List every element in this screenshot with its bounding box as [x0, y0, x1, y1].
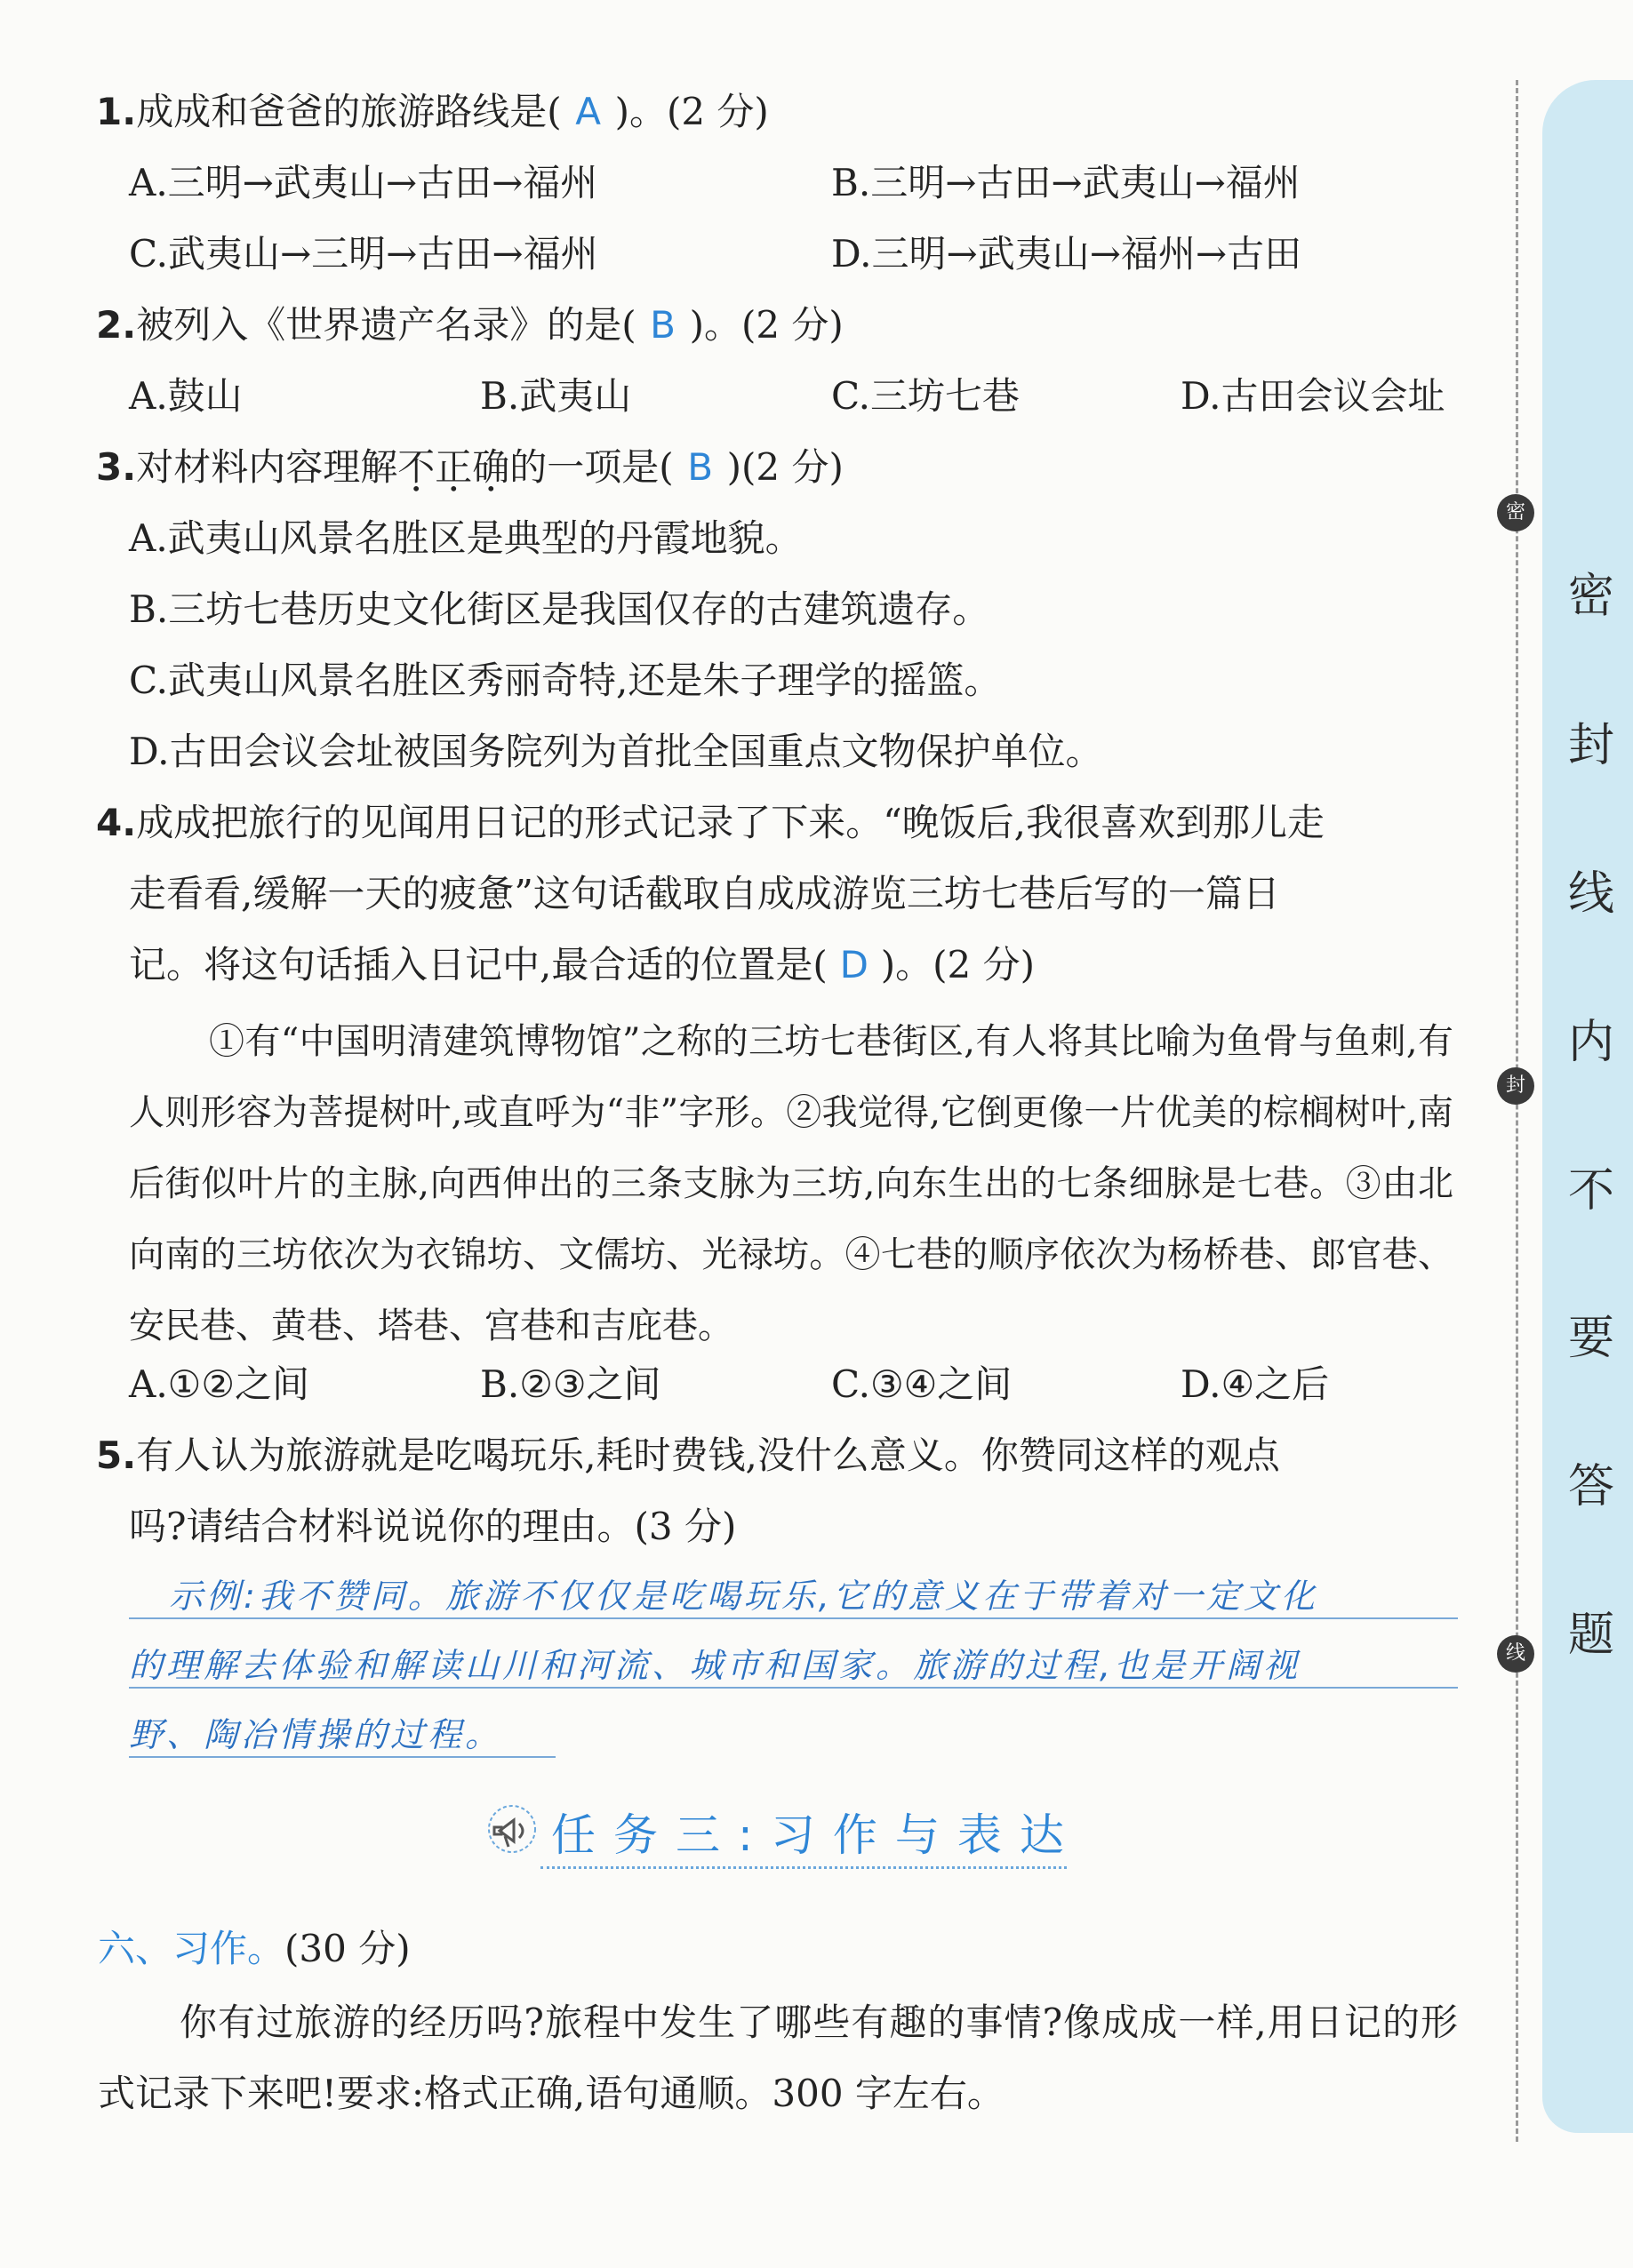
essay-prompt: 你有过旅游的经历吗?旅程中发生了哪些有趣的事情?像成成一样,用日记的形式记录下来吧!要求:格式正确,语句通顺。300 字左右。	[98, 2000, 1458, 2115]
question-stem: 被列入《世界遗产名录》的是(	[136, 303, 636, 347]
side-char: 要	[1567, 1312, 1614, 1365]
section-title: 任务三:习作与表达	[551, 1809, 1082, 1861]
option-a: A.①②之间	[129, 1362, 309, 1406]
seal-marker-feng: 封	[1497, 1067, 1534, 1105]
part-six-title	[98, 1924, 411, 1974]
answer-rule	[129, 1617, 1458, 1619]
side-char: 封	[1567, 719, 1614, 772]
question-stem-line	[129, 940, 1035, 990]
reading-passage: ①有“中国明清建筑博物馆”之称的三坊七巷街区,有人将其比喻为鱼骨与鱼刺,有人则形容为菩提树叶,或直呼为“非”字形。②我觉得,它倒更像一片优美的棕榈树叶,南后街似叶片的主脉,向西伸出的三条支脉为三坊,向东生出的七条细脉是七巷。③由北向南的三坊依次为衣锦坊、文儒坊、光禄坊。④七巷的顺序依次为杨桥巷、郎官巷、安民巷、黄巷、塔巷、宫巷和吉庇巷。	[129, 1021, 1453, 1346]
question-stem-line: 走看看,缓解一天的疲惫”这句话截取自成成游览三坊七巷后写的一篇日	[129, 872, 1280, 915]
option-b: B.②③之间	[480, 1362, 661, 1406]
emphasis-char: 不	[397, 445, 436, 489]
answer-rule	[129, 1687, 1458, 1689]
option-c: C.三坊七巷	[831, 374, 1020, 418]
question-stem-line: 吗?请结合材料说说你的理由。(3 分)	[129, 1505, 737, 1548]
question-number: 4.	[96, 801, 137, 844]
question-points: )。(2 分)	[689, 303, 844, 347]
question-stem: 记。将这句话插入日记中,最合适的位置是(	[129, 943, 828, 986]
answer-rule	[129, 1756, 556, 1758]
question-stem: 有人认为旅游就是吃喝玩乐,耗时费钱,没什么意义。你赞同这样的观点	[136, 1433, 1280, 1477]
part-six-points: (30 分)	[284, 1927, 411, 1970]
handwritten-answer-line: 的理解去体验和解读山川和河流、城市和国家。旅游的过程,也是开阔视	[129, 1646, 1301, 1685]
answer-mark: D	[839, 943, 869, 986]
option-d: D.④之后	[1181, 1362, 1330, 1406]
question-stem: 成成把旅行的见闻用日记的形式记录了下来。“晚饭后,我很喜欢到那儿走	[136, 801, 1325, 844]
option-c: C.武夷山风景名胜区秀丽奇特,还是朱子理学的摇篮。	[129, 659, 1002, 702]
seal-dashed-line	[1516, 80, 1518, 2142]
side-char: 密	[1567, 570, 1614, 623]
seal-marker-mi: 密	[1497, 494, 1534, 531]
side-char: 题	[1567, 1609, 1614, 1662]
option-c: C.③④之间	[831, 1362, 1013, 1406]
question-4	[96, 798, 1325, 848]
option-d: D.古田会议会址被国务院列为首批全国重点文物保护单位。	[129, 730, 1103, 773]
question-points: )。(2 分)	[614, 90, 769, 133]
option-b: B.三坊七巷历史文化街区是我国仅存的古建筑遗存。	[129, 587, 990, 631]
question-points: )。(2 分)	[880, 943, 1035, 986]
question-5	[96, 1431, 1280, 1481]
option-a: A.三明→武夷山→古田→福州	[129, 161, 598, 204]
question-number: 3.	[96, 445, 137, 489]
question-stem: 对材料内容理解	[136, 445, 398, 489]
side-warning-band	[1542, 80, 1633, 2133]
question-stem: 的一项是(	[509, 445, 674, 489]
answer-mark: A	[575, 90, 601, 133]
option-a: A.鼓山	[129, 374, 243, 418]
emphasis-char: 确	[472, 445, 510, 489]
option-d: D.古田会议会址	[1181, 374, 1445, 418]
seal-marker-xian: 线	[1497, 1635, 1534, 1673]
question-points: )(2 分)	[726, 445, 844, 489]
side-char: 线	[1567, 867, 1614, 921]
option-a: A.武夷山风景名胜区是典型的丹霞地貌。	[129, 516, 803, 560]
option-d: D.三明→武夷山→福州→古田	[831, 232, 1302, 276]
question-stem: 成成和爸爸的旅游路线是(	[136, 90, 562, 133]
section-underline	[540, 1866, 1067, 1869]
question-number: 5.	[96, 1433, 137, 1477]
option-b: B.武夷山	[480, 374, 632, 418]
answer-mark: B	[687, 445, 714, 489]
handwritten-answer-line: 野、陶冶情操的过程。	[129, 1715, 503, 1754]
option-b: B.三明→古田→武夷山→福州	[831, 161, 1301, 204]
question-number: 1.	[96, 90, 137, 133]
side-char: 内	[1567, 1016, 1614, 1069]
question-3	[96, 443, 844, 492]
question-number: 2.	[96, 303, 137, 347]
option-c: C.武夷山→三明→古田→福州	[129, 232, 598, 276]
side-char: 不	[1567, 1164, 1614, 1218]
part-six-label: 六、习作。	[98, 1927, 285, 1970]
emphasis-char: 正	[435, 445, 473, 489]
megaphone-icon	[487, 1804, 537, 1854]
question-1	[96, 87, 769, 137]
handwritten-answer-line: 示例:我不赞同。旅游不仅仅是吃喝玩乐,它的意义在于带着对一定文化	[169, 1577, 1318, 1616]
side-char: 答	[1567, 1460, 1614, 1513]
answer-mark: B	[650, 303, 676, 347]
question-2	[96, 300, 844, 350]
